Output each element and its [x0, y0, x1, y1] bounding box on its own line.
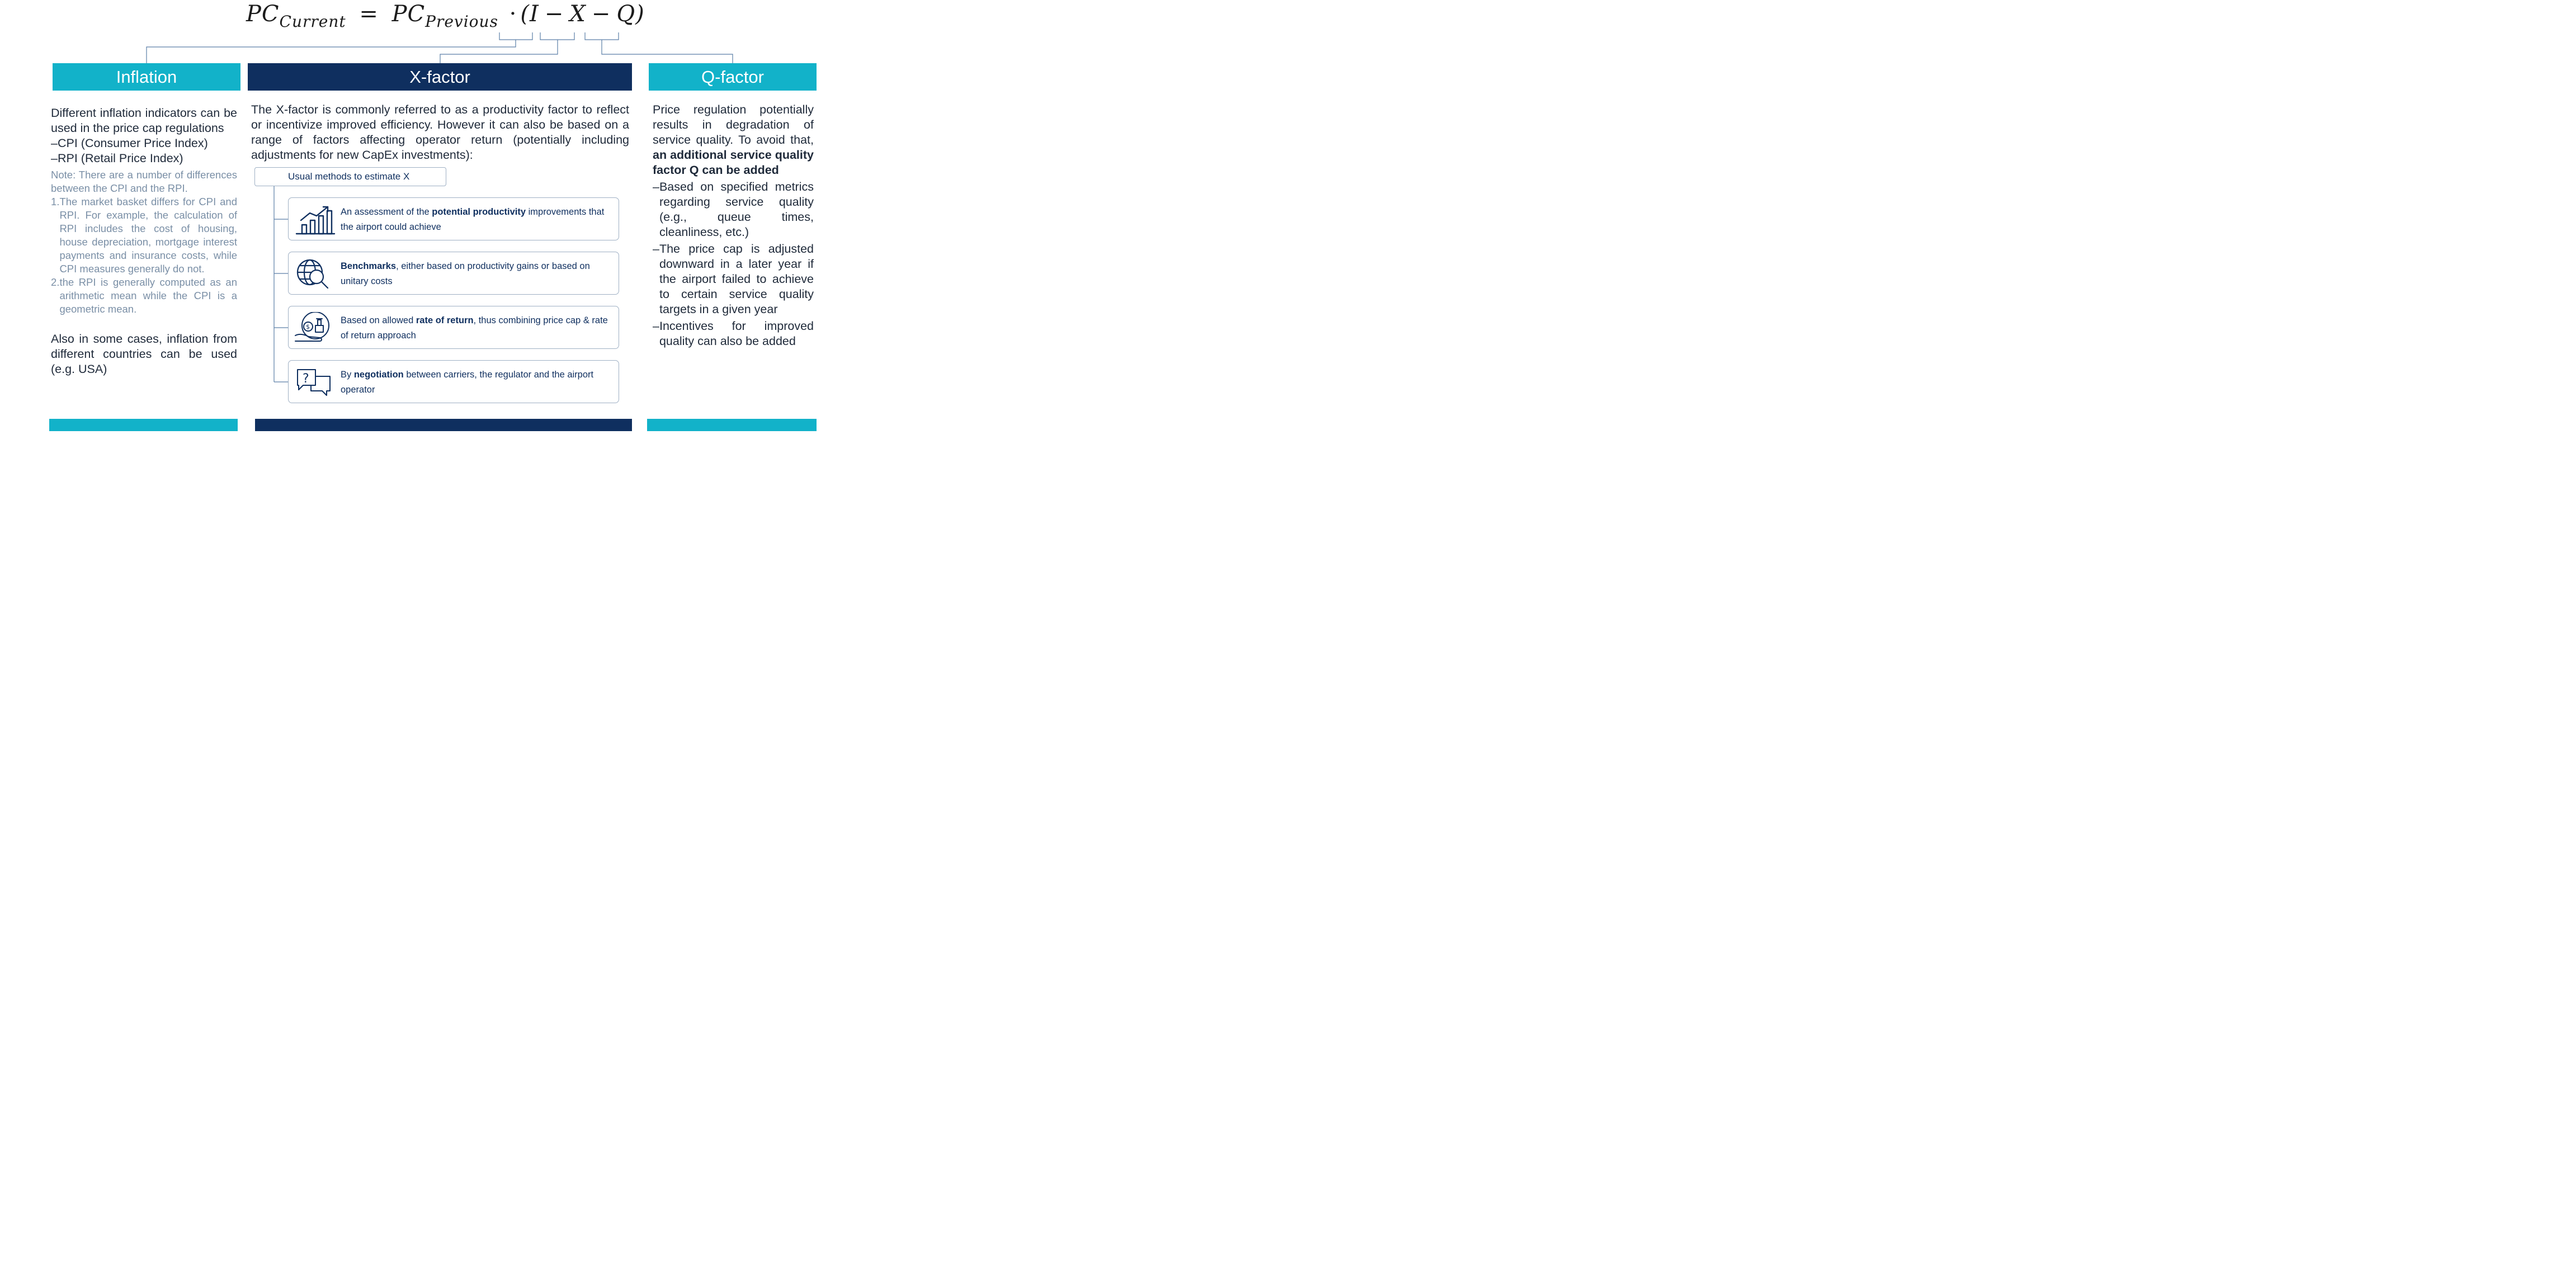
qfactor-intro: Price regulation potentially results in degradation of service quality. To avoid that, an additional service quality factor Q can be added: [653, 103, 814, 177]
bracket-q: [585, 32, 619, 40]
svg-text:$: $: [306, 323, 310, 330]
globe-magnifier-icon: [294, 258, 336, 289]
formula-term-i: I: [529, 1, 539, 27]
formula-term-q: Q: [616, 1, 636, 27]
methods-title-box: Usual methods to estimate X: [254, 167, 446, 186]
method-text: Based on allowed rate of return, thus combining price cap & rate of return approach: [341, 315, 608, 341]
formula-minus-1: −: [544, 1, 564, 27]
connector-qfactor: [602, 40, 733, 63]
formula-equals: =: [359, 1, 379, 27]
xfactor-header: X-factor: [248, 63, 632, 91]
qfactor-footer-bar: [647, 419, 817, 431]
bracket-i: [499, 32, 532, 40]
formula-dot: ·: [509, 1, 517, 27]
inflation-bullet: – RPI (Retail Price Index): [51, 152, 183, 165]
method-card: [288, 360, 619, 403]
qfactor-body: [653, 102, 814, 349]
speech-bubbles-question-icon: [294, 366, 336, 398]
inflation-note: Note: There are a number of differences between the CPI and the RPI.: [51, 169, 237, 194]
price-cap-formula: [246, 1, 645, 32]
formula-open-paren: (: [520, 1, 530, 27]
qfactor-bullet: – Based on specified metrics regarding service quality (e.g., queue times, cleanliness, etc.): [653, 180, 814, 239]
method-text: Benchmarks, either based on productivity gains or based on unitary costs: [341, 261, 590, 286]
svg-text:?: ?: [303, 372, 309, 386]
inflation-header: Inflation: [53, 63, 240, 91]
formula-lhs: $PC_{Current}$: [246, 1, 346, 31]
method-card: [288, 306, 619, 349]
inflation-body: [51, 106, 237, 377]
growth-chart-icon: [294, 204, 336, 235]
method-card: [288, 197, 619, 240]
method-text: An assessment of the potential productivity improvements that the airport could achieve: [341, 207, 605, 232]
inflation-note-item: 2. the RPI is generally computed as an arithmetic mean while the CPI is a geometric mean.: [51, 276, 237, 315]
method-card: [288, 252, 619, 295]
xfactor-footer-bar: [255, 419, 632, 431]
qfactor-bullet: – Incentives for improved quality can also be added: [653, 319, 814, 348]
hand-money-airport-icon: [294, 312, 336, 343]
inflation-closing: Also in some cases, inflation from different countries can be used (e.g. USA): [51, 332, 237, 376]
connector-inflation: [147, 40, 516, 63]
qfactor-header: Q-factor: [649, 63, 817, 91]
inflation-note-item: 1. The market basket differs for CPI and RPI. For example, the calculation of RPI includes the cost of housing, house depreciation, mortgage interest payments and insurance costs, while CPI measures generally do not.: [51, 196, 237, 275]
qfactor-bullet: – The price cap is adjusted downward in a later year if the airport failed to achieve to certain service quality targets in a given year: [653, 242, 814, 316]
inflation-footer-bar: [49, 419, 238, 431]
inflation-bullet: – CPI (Consumer Price Index): [51, 136, 208, 150]
connector-xfactor: [440, 40, 558, 63]
formula-rhs: $PC_{Previous}$: [391, 1, 498, 31]
xfactor-intro: The X-factor is commonly referred to as a productivity factor to reflect or incentivize improved efficiency. However it can also be based on a range of factors affecting operator return (potentially including adjustments for new CapEx investments):: [251, 103, 629, 162]
formula-close-paren: ): [635, 1, 645, 27]
formula-minus-2: −: [591, 1, 611, 27]
bracket-x: [540, 32, 574, 40]
inflation-intro: Different inflation indicators can be used in the price cap regulations: [51, 106, 237, 135]
formula-term-x: X: [569, 1, 586, 27]
method-text: By negotiation between carriers, the regulator and the airport operator: [341, 370, 594, 395]
